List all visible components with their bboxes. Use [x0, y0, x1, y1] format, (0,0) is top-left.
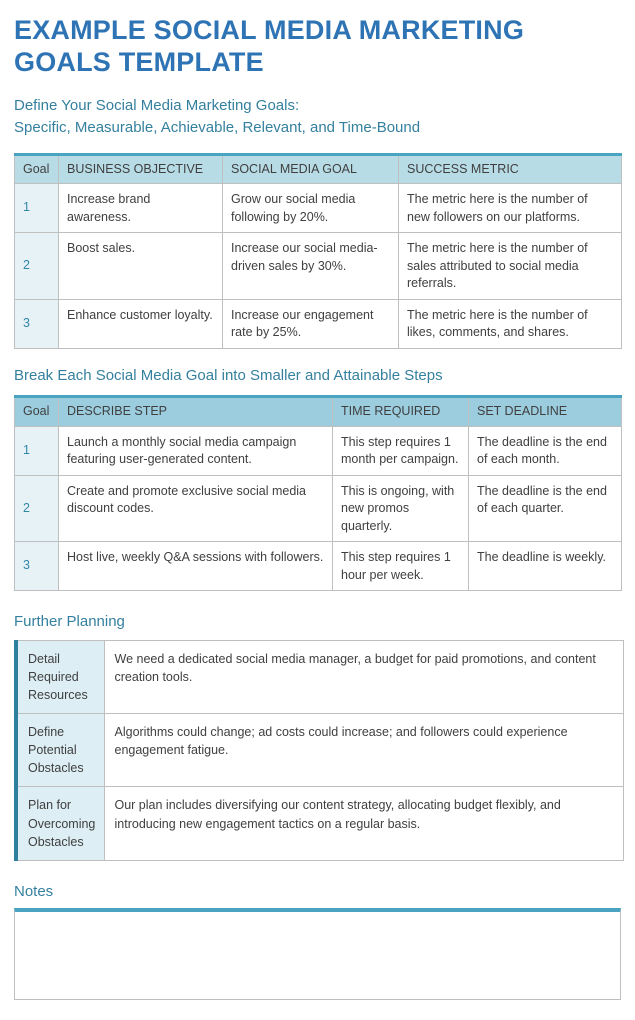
steps-header-describe-step: DESCRIBE STEP [59, 397, 333, 427]
steps-header-goal: Goal [15, 397, 59, 427]
planning-text-cell: Algorithms could change; ad costs could increase; and followers could experience engagement fatigue. [104, 714, 623, 787]
social-media-goal-cell: Grow our social media following by 20%. [223, 184, 399, 233]
planning-text-cell: Our plan includes diversifying our content strategy, allocating budget flexibly, and introducing new engagement tactics on a regular basis. [104, 787, 623, 860]
table-row [16, 714, 623, 787]
goal-number-cell: 1 [15, 184, 59, 233]
steps-header-time-required: TIME REQUIRED [333, 397, 469, 427]
goal-number-cell: 2 [15, 475, 59, 542]
notes-input-area[interactable] [14, 908, 621, 1000]
table-row [15, 299, 622, 348]
objective-cell: Boost sales. [59, 233, 223, 300]
set-deadline-cell: The deadline is the end of each month. [469, 426, 622, 475]
objective-cell: Increase brand awareness. [59, 184, 223, 233]
goals-header-social-media-goal: SOCIAL MEDIA GOAL [223, 154, 399, 184]
success-metric-cell: The metric here is the number of likes, comments, and shares. [399, 299, 622, 348]
objective-cell: Enhance customer loyalty. [59, 299, 223, 348]
intro-heading [14, 95, 534, 140]
steps-table [14, 395, 622, 591]
goals-table-header-row [15, 154, 622, 184]
table-row [15, 426, 622, 475]
social-media-goal-cell: Increase our engagement rate by 25%. [223, 299, 399, 348]
goal-number-cell: 3 [15, 299, 59, 348]
set-deadline-cell: The deadline is the end of each quarter. [469, 475, 622, 542]
notes-section-heading: Notes [14, 882, 54, 900]
goal-number-cell: 2 [15, 233, 59, 300]
goals-header-goal: Goal [15, 154, 59, 184]
page-title: EXAMPLE SOCIAL MEDIA MARKETING GOALS TEMPLATE [14, 15, 525, 77]
intro-heading-line2: Specific, Measurable, Achievable, Relevant, and Time-Bound [14, 119, 421, 137]
planning-table [14, 640, 624, 861]
table-row [15, 475, 622, 542]
planning-label-cell: Detail Required Resources [16, 640, 104, 713]
steps-section-heading: Break Each Social Media Goal into Smaller and Attainable Steps [14, 366, 443, 384]
time-required-cell: This is ongoing, with new promos quarterly. [333, 475, 469, 542]
goal-number-cell: 3 [15, 542, 59, 591]
goal-number-cell: 1 [15, 426, 59, 475]
steps-table-header-row [15, 397, 622, 427]
table-row [15, 233, 622, 300]
planning-label-cell: Define Potential Obstacles [16, 714, 104, 787]
table-row [15, 542, 622, 591]
goals-table [14, 153, 622, 349]
planning-text-cell: We need a dedicated social media manager, a budget for paid promotions, and content creation tools. [104, 640, 623, 713]
planning-label-cell: Plan for Overcoming Obstacles [16, 787, 104, 860]
table-row [16, 640, 623, 713]
social-media-goal-cell: Increase our social media-driven sales by 30%. [223, 233, 399, 300]
table-row [15, 184, 622, 233]
goals-header-objective: BUSINESS OBJECTIVE [59, 154, 223, 184]
steps-header-set-deadline: SET DEADLINE [469, 397, 622, 427]
time-required-cell: This step requires 1 hour per week. [333, 542, 469, 591]
describe-step-cell: Create and promote exclusive social media discount codes. [59, 475, 333, 542]
goals-header-success-metric: SUCCESS METRIC [399, 154, 622, 184]
table-row [16, 787, 623, 860]
time-required-cell: This step requires 1 month per campaign. [333, 426, 469, 475]
set-deadline-cell: The deadline is weekly. [469, 542, 622, 591]
planning-section-heading: Further Planning [14, 613, 125, 631]
success-metric-cell: The metric here is the number of new followers on our platforms. [399, 184, 622, 233]
describe-step-cell: Launch a monthly social media campaign featuring user-generated content. [59, 426, 333, 475]
intro-heading-line1: Define Your Social Media Marketing Goals: [14, 96, 300, 114]
success-metric-cell: The metric here is the number of sales attributed to social media referrals. [399, 233, 622, 300]
describe-step-cell: Host live, weekly Q&A sessions with followers. [59, 542, 333, 591]
